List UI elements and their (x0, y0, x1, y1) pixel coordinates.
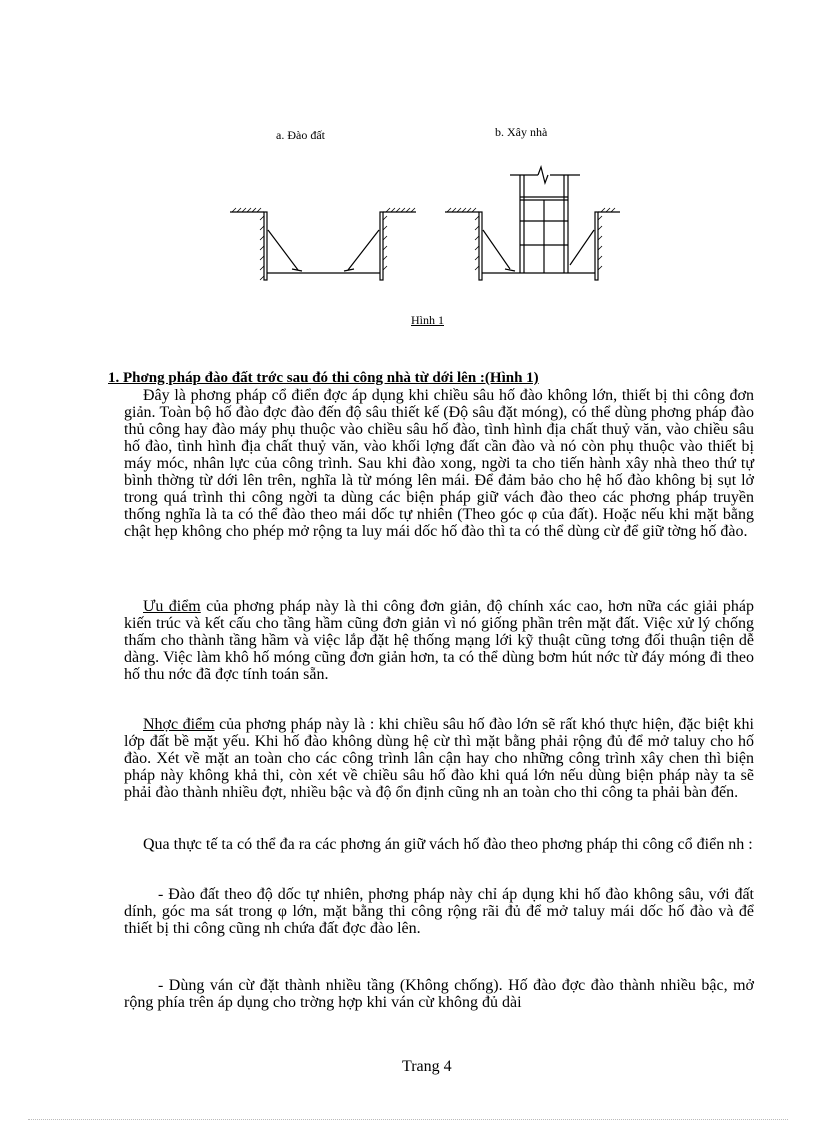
paragraph-5 (124, 886, 754, 937)
paragraph-6 (124, 977, 754, 1011)
figure-caption: Hình 1 (411, 313, 444, 327)
disadvantages-term: Nhợc điểm (143, 716, 215, 733)
excavation-drawing-a (230, 208, 416, 280)
paragraph-3-text: của phơng pháp này là : khi chiều sâu hố đào lớn sẽ rất khó thực hiện, đặc biệt khi lớp đất bề mặt yếu. Khi hố đào không dùng hệ cừ thì mặt bằng phải rộng đủ để mở taluy cho hố đào. Xét về mặt an toàn cho các công trình lân cận hay cho những công trình xây chen thì biện pháp này không khả thi, còn xét về chiều sâu hố đào khi quá lớn nếu dùng biện pháp này ta sẽ phải đào thành nhiều đợt, nhiều bậc và độ ổn định cũng nh an toàn cho thi công ta phải bàn đến. (124, 716, 755, 801)
paragraph-6-text: - Dùng ván cừ đặt thành nhiều tầng (Không chống). Hố đào đợc đào thành nhiều bậc, mở rộng phía trên áp dụng cho trờng hợp khi ván cừ không đủ dài (124, 977, 754, 1011)
section-heading: 1. Phơng pháp đào đất trớc sau đó thi công nhà từ dới lên :(Hình 1) (108, 370, 539, 386)
paragraph-1 (124, 387, 754, 540)
paragraph-2-text: của phơng pháp này là thi công đơn giản, độ chính xác cao, hơn nữa các giải pháp kiến trúc và kết cấu cho tầng hầm cũng đơn giản vì nó giống phần trên mặt đất. Việc xử lý chống thấm cho thành tầng hầm và việc lắp đặt hệ thống mạng lới kỹ thuật cũng tơng đối thuận tiện dễ dàng. Việc làm khô hố móng cũng đơn giản hơn, ta có thể dùng bơm hút nớc từ đáy móng đi theo hố thu nớc đã đợc tính toán sẵn. (124, 598, 755, 683)
paragraph-4-text: Qua thực tế ta có thể đa ra các phơng án giữ vách hố đào theo phơng pháp thi công cổ điển nh : (143, 836, 753, 853)
paragraph-4 (124, 836, 754, 853)
paragraph-2 (124, 598, 754, 683)
page-number: Trang 4 (402, 1058, 452, 1075)
paragraph-5-text: - Đào đất theo độ dốc tự nhiên, phơng pháp này chỉ áp dụng khi hố đào không sâu, với đất dính, góc ma sát trong φ lớn, mặt bằng thi công rộng rãi đủ để mở taluy mái dốc hố đào và để thiết bị thi công cũng nh chứa đất đợc đào lên. (124, 886, 754, 937)
advantages-term: Ưu điểm (143, 598, 201, 615)
figure-label-b: b. Xây nhà (495, 125, 548, 139)
excavation-drawing-b (445, 167, 620, 280)
figure-label-a: a. Đào đất (276, 128, 325, 142)
excavation-figure (220, 165, 620, 295)
paragraph-1-text: Đây là phơng pháp cổ điển đợc áp dụng khi chiều sâu hố đào không lớn, thiết bị thi công đơn giản. Toàn bộ hố đào đợc đào đến độ sâu thiết kế (Độ sâu đặt móng), có thể dùng phơng pháp đào thủ công hay đào máy phụ thuộc vào chiều sâu hố đào, tình hình địa chất thuỷ văn, vào chiều sâu hố đào, tình hình địa chất thuỷ văn, vào khối lợng đất cần đào và nó còn phụ thuộc vào thiết bị máy móc, nhân lực của công trình. Sau khi đào xong, ngời ta cho tiến hành xây nhà theo thứ tự bình thờng từ dới lên trên, nghĩa là từ móng lên mái. Để đảm bảo cho hệ hố đào không bị sụt lở trong quá trình thi công ngời ta dùng các biện pháp giữ vách đào theo các phơng pháp truyền thống nghĩa là ta có thể đào theo mái dốc tự nhiên (Theo góc φ của đất). Hoặc nếu khi mặt bằng chật hẹp không cho phép mở rộng ta luy mái dốc hố đào thì ta có thể dùng cừ để giữ tờng hố đào. (124, 387, 754, 540)
paragraph-3 (124, 716, 754, 801)
page-border-dots (28, 1119, 788, 1120)
